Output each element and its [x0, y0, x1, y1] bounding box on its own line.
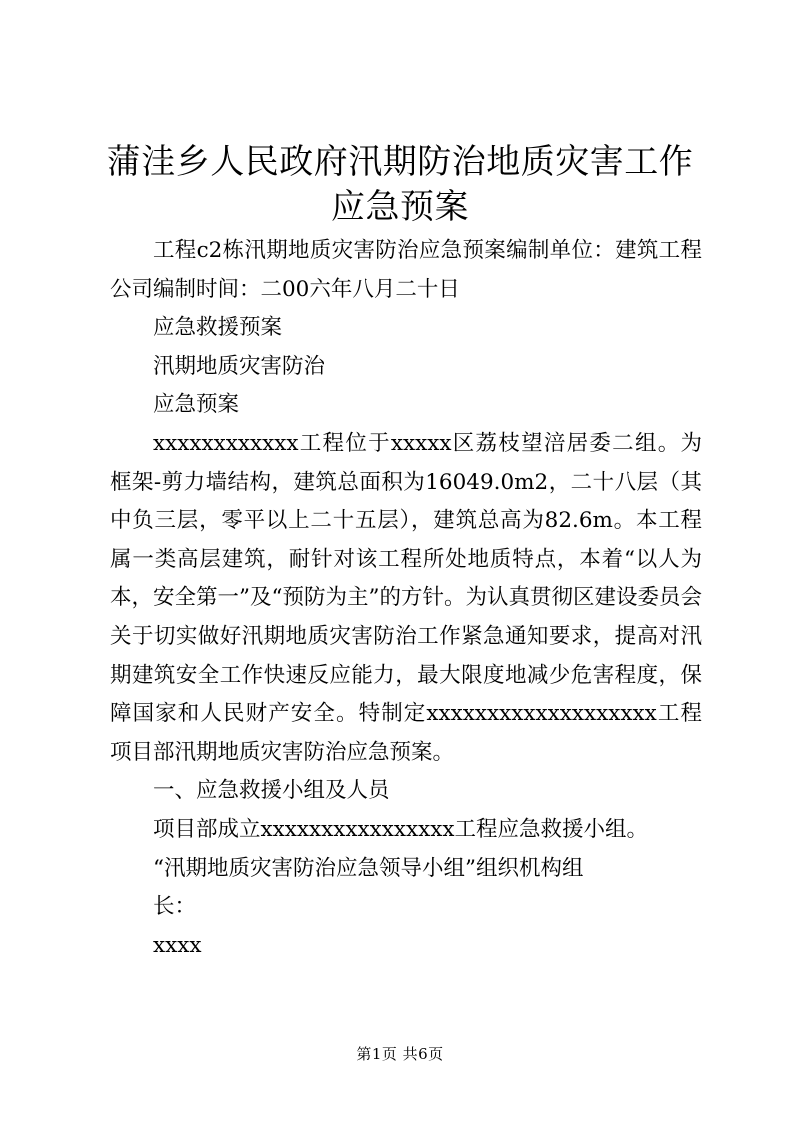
paragraph-rescue-plan: 应急救援预案: [153, 315, 283, 341]
paragraph-flood-prevention: 汛期地质灾害防治: [153, 353, 326, 379]
paragraph-leadership-group: “汛期地质灾害防治应急领导小组”组织机构组: [153, 855, 584, 881]
document-title: 蒲洼乡人民政府汛期防治地质灾害工作应急预案: [106, 142, 694, 227]
document-body: [110, 232, 702, 965]
section-heading-team: 一、应急救援小组及人员: [153, 778, 390, 804]
paragraph-leader-label: 长：: [153, 894, 197, 920]
page-number-footer: 第1页 共6页: [356, 1045, 444, 1063]
paragraph-leader-name: xxxx: [153, 932, 202, 958]
paragraph-emergency-plan: 应急预案: [153, 392, 240, 418]
paragraph-team-setup: 项目部成立xxxxxxxxxxxxxxxx工程应急救援小组。: [153, 816, 649, 842]
paragraph-project-info: 工程c2栋汛期地质灾害防治应急预案编制单位：建筑工程公司编制时间：二00六年八月二十日: [110, 238, 702, 302]
paragraph-project-overview: xxxxxxxxxxxx工程位于xxxxx区荔枝望涪居委二组。为框架-剪力墙结构，建筑总面积为16049.0m2，二十八层（其中负三层，零平以上二十五层），建筑总高为82.6m。本工程属一类高层建筑，耐针对该工程所处地质特点，本着“以人为本，安全第一”及“预防为主”的方针。为认真贯彻区建设委员会关于切实做好汛期地质灾害防治工作紧急通知要求，提高对汛期建筑安全工作快速反应能力，最大限度地减少危害程度，保障国家和人民财产安全。特制定xxxxxxxxxxxxxxxxxxx工程项目部汛期地质灾害防治应急预案。: [110, 430, 702, 765]
